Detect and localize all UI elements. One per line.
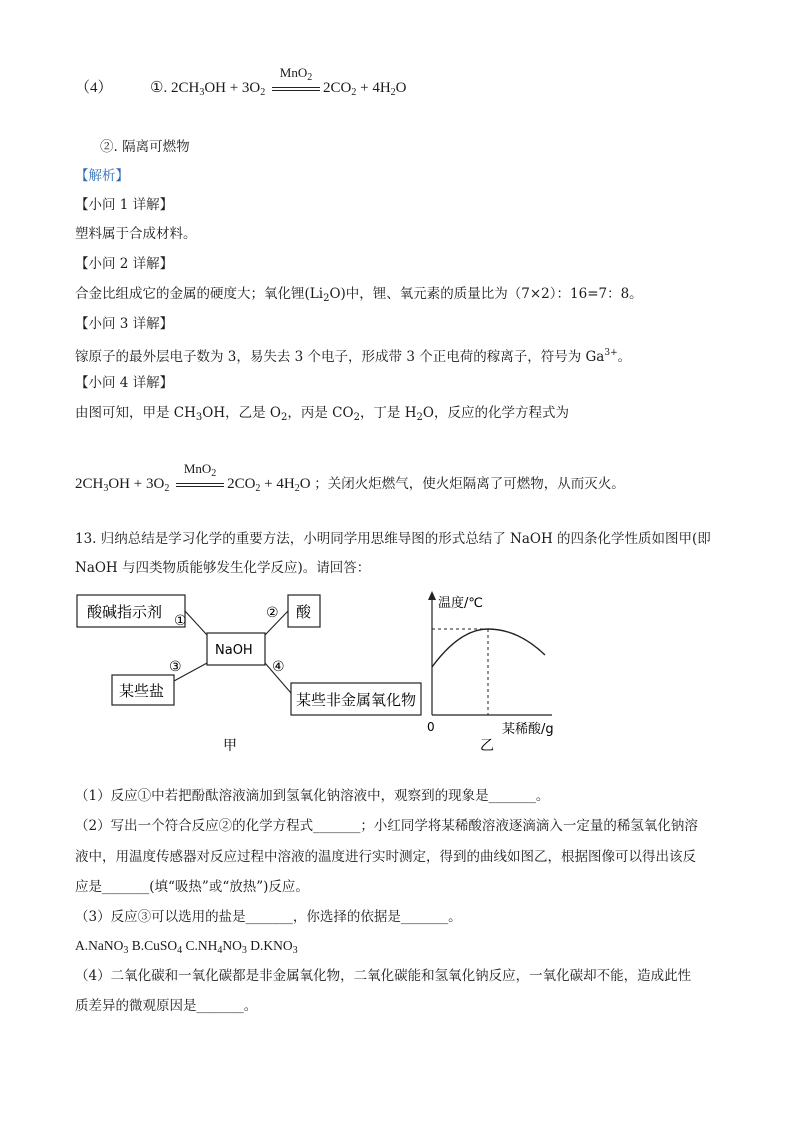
figures-svg xyxy=(70,585,570,760)
q1-title: 【小问 1 详解】 xyxy=(75,197,174,213)
chem-equation-1: $2CH_3OH + 3O_2$ MnO$_2$ $2CO_2 + 4H_2O$ xyxy=(170,65,407,98)
catalyst-arrow: MnO$_2$ xyxy=(173,474,227,494)
part4-step2: ②. 隔离可燃物 xyxy=(100,139,190,155)
chem-equation-2: $2CH_3OH + 3O_2$ MnO$_2$ $2CO_2 + 4H_2O$ xyxy=(75,461,311,494)
label-2: ② xyxy=(266,605,279,621)
mind-map xyxy=(77,595,421,754)
box-salt-label: 某些盐 xyxy=(119,682,165,700)
figure-area xyxy=(70,585,570,764)
part4-index: （4） xyxy=(75,80,113,96)
q4-title: 【小问 4 详解】 xyxy=(75,375,174,391)
origin-label: 0 xyxy=(427,720,435,734)
q13-options: A.NaNO$_3$ B.CuSO$_4$ $C.NH_4NO_3$ $D.KNO_3$ xyxy=(75,938,298,956)
label-4: ④ xyxy=(272,659,285,675)
q13-intro-1: 13. 归纳总结是学习化学的重要方法，小明同学用思维导图的形式总结了 NaOH 的四条化学性质如图甲(即 xyxy=(75,531,711,547)
q13-part2-line1: （2）写出一个符合反应②的化学方程式_______；小红同学将某稀酸溶液逐滴滴入一定量的稀氢氧化钠溶 xyxy=(75,818,698,834)
analysis-tag: 【解析】 xyxy=(75,168,129,184)
part4-step1-marker: ①. xyxy=(150,80,168,96)
q13-intro-2: NaOH 与四类物质能够发生化学反应)。请回答： xyxy=(75,560,371,576)
box-nonmetal-oxide-label: 某些非金属氧化物 xyxy=(296,691,417,709)
y-axis-label: 温度/℃ xyxy=(438,596,483,611)
y-axis-arrow xyxy=(428,591,436,600)
q13-part4-line2: 质差异的微观原因是_______。 xyxy=(75,998,258,1014)
label-1: ① xyxy=(174,613,187,629)
q13-part2-line2: 液中，用温度传感器对反应过程中溶液的温度进行实时测定，得到的曲线如图乙，根据图像可以得出该反 xyxy=(75,849,696,865)
temperature-graph xyxy=(427,591,554,754)
label-3: ③ xyxy=(169,659,182,675)
part4-equation-line xyxy=(75,65,407,103)
q13-part1: （1）反应①中若把酚酞溶液滴加到氢氧化钠溶液中，观察到的现象是_______。 xyxy=(75,788,550,804)
catalyst-arrow: MnO$_2$ xyxy=(269,78,323,98)
q13-part3: （3）反应③可以选用的盐是_______，你选择的依据是_______。 xyxy=(75,909,462,925)
q13-part4-line1: （4）二氧化碳和一氧化碳都是非金属氧化物，二氧化碳能和氢氧化钠反应，一氧化碳却不能，造成此性 xyxy=(75,968,692,984)
q2-text: 合金比组成它的金属的硬度大；氧化锂$(Li_2O)$中，锂、氧元素的质量比为（7×2）：16=7：8。 xyxy=(75,286,643,304)
box-acid-label: 酸 xyxy=(296,603,312,621)
q3-title: 【小问 3 详解】 xyxy=(75,316,174,332)
q1-text: 塑料属于合成材料。 xyxy=(75,226,197,242)
q13-part2-line3: 应是_______(填“吸热”或“放热”)反应。 xyxy=(75,879,309,895)
q2-title: 【小问 2 详解】 xyxy=(75,256,174,272)
x-axis-label: 某稀酸/g xyxy=(502,722,554,737)
box-naoh-label: NaOH xyxy=(215,643,253,658)
q4-equation-line xyxy=(75,461,625,499)
box-indicator-label: 酸碱指示剂 xyxy=(87,603,163,621)
q3-text: 镓原子的最外层电子数为 3，易失去 3 个电子，形成带 3 个正电荷的稼离子，符号为 $Ga^{3+}$。 xyxy=(75,348,632,365)
q4-tail: ；关闭火炬燃气，使火炬隔离了可燃物，从而灭火。 xyxy=(314,476,625,492)
q4-text: 由图可知，甲是 $CH_3OH$，乙是 $O_2$，丙是 $CO_2$，丁是 $H_2O$，反应的化学方程式为 xyxy=(75,405,569,423)
caption-yi: 乙 xyxy=(480,738,494,754)
caption-jia: 甲 xyxy=(223,738,237,754)
